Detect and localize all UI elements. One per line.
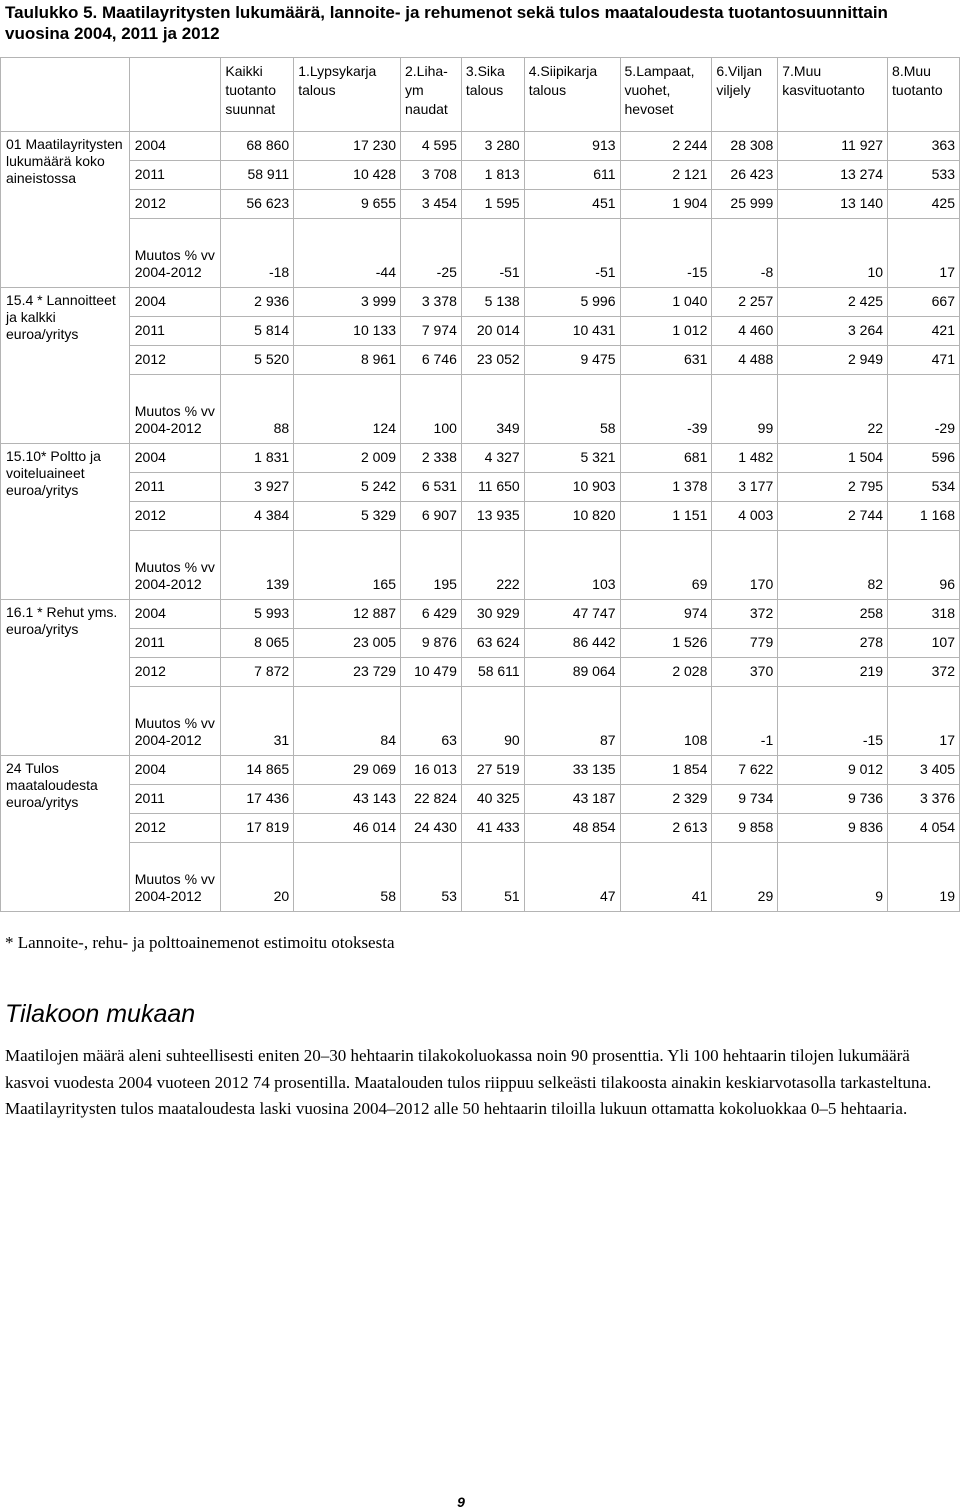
value-cell: 1 904 (620, 190, 712, 219)
value-cell: 4 460 (712, 317, 778, 346)
value-cell: 2 744 (778, 502, 888, 531)
value-cell: 5 138 (461, 288, 524, 317)
column-header: 5.Lampaat, vuohet, hevoset (620, 58, 712, 132)
value-cell: 1 526 (620, 629, 712, 658)
value-cell: 1 813 (461, 161, 524, 190)
value-cell: 363 (888, 132, 960, 161)
value-cell: 779 (712, 629, 778, 658)
value-cell: 611 (524, 161, 620, 190)
table-row (1, 190, 960, 219)
column-header: Kaikki tuotanto suunnat (221, 58, 294, 132)
value-cell: 124 (294, 375, 401, 444)
value-cell: 87 (524, 687, 620, 756)
period-cell: 2004 (129, 756, 221, 785)
period-cell: 2011 (129, 785, 221, 814)
value-cell: 43 143 (294, 785, 401, 814)
value-cell: 63 624 (461, 629, 524, 658)
value-cell: 165 (294, 531, 401, 600)
period-cell: 2004 (129, 132, 221, 161)
value-cell: 318 (888, 600, 960, 629)
value-cell: 27 519 (461, 756, 524, 785)
value-cell: 1 151 (620, 502, 712, 531)
value-cell: 63 (401, 687, 462, 756)
value-cell: 631 (620, 346, 712, 375)
data-table (0, 57, 960, 912)
value-cell: -15 (778, 687, 888, 756)
value-cell: 596 (888, 444, 960, 473)
value-cell: 10 (778, 219, 888, 288)
group-label: 15.10* Poltto ja voiteluaineet euroa/yritys (1, 444, 130, 600)
value-cell: -51 (524, 219, 620, 288)
value-cell: 23 052 (461, 346, 524, 375)
value-cell: 3 280 (461, 132, 524, 161)
value-cell: 1 831 (221, 444, 294, 473)
value-cell: 9 012 (778, 756, 888, 785)
table-row (1, 317, 960, 346)
value-cell: 17 (888, 219, 960, 288)
value-cell: -8 (712, 219, 778, 288)
value-cell: 29 (712, 843, 778, 912)
table-row (1, 502, 960, 531)
value-cell: 58 611 (461, 658, 524, 687)
value-cell: 10 820 (524, 502, 620, 531)
value-cell: 139 (221, 531, 294, 600)
value-cell: 23 729 (294, 658, 401, 687)
period-cell: 2012 (129, 502, 221, 531)
value-cell: 17 436 (221, 785, 294, 814)
page-number: 9 (457, 1494, 465, 1510)
value-cell: 51 (461, 843, 524, 912)
table-row (1, 814, 960, 843)
period-cell: Muutos % vv 2004-2012 (129, 219, 221, 288)
value-cell: 24 430 (401, 814, 462, 843)
value-cell: 4 054 (888, 814, 960, 843)
value-cell: 3 405 (888, 756, 960, 785)
value-cell: 31 (221, 687, 294, 756)
value-cell: 2 936 (221, 288, 294, 317)
body-paragraph: Maatilojen määrä aleni suhteellisesti eniten 20–30 hehtaarin tilakokoluokassa noin 90 prosenttia. Yli 100 hehtaarin tilojen lukumäärä kasvoi vuodesta 2004 vuoteen 2012 74 prosentilla. Maatalouden tulos riippuu selkeästi tilakoosta ainakin keskiarvotasolla tarkasteltuna. Maatilayritysten tulos maataloudesta laski vuosina 2004–2012 alle 50 hehtaarin tiloilla lukuun ottamatta kokoluokkaa 0–5 hehtaaria. (5, 1046, 932, 1118)
value-cell: 6 746 (401, 346, 462, 375)
table-row (1, 288, 960, 317)
value-cell: 5 242 (294, 473, 401, 502)
value-cell: 103 (524, 531, 620, 600)
value-cell: 7 872 (221, 658, 294, 687)
value-cell: 8 961 (294, 346, 401, 375)
value-cell: 349 (461, 375, 524, 444)
period-cell: 2004 (129, 600, 221, 629)
period-cell: Muutos % vv 2004-2012 (129, 531, 221, 600)
column-header: 8.Muu tuotanto (888, 58, 960, 132)
value-cell: 9 736 (778, 785, 888, 814)
value-cell: 20 (221, 843, 294, 912)
value-cell: 6 429 (401, 600, 462, 629)
value-cell: 3 264 (778, 317, 888, 346)
value-cell: 974 (620, 600, 712, 629)
value-cell: 1 595 (461, 190, 524, 219)
value-cell: 1 040 (620, 288, 712, 317)
table-title: Taulukko 5. Maatilayritysten lukumäärä, lannoite- ja rehumenot sekä tulos maataloudesta tuotantosuunnittain vuosina 2004, 2011 ja 2012 (5, 3, 888, 43)
value-cell: 30 929 (461, 600, 524, 629)
period-cell: 2004 (129, 288, 221, 317)
column-header: 1.Lypsykarja talous (294, 58, 401, 132)
value-cell: 219 (778, 658, 888, 687)
value-cell: 5 996 (524, 288, 620, 317)
value-cell: 88 (221, 375, 294, 444)
table-row (1, 629, 960, 658)
value-cell: 913 (524, 132, 620, 161)
footnote: * Lannoite-, rehu- ja polttoainemenot estimoitu otoksesta (5, 933, 395, 952)
value-cell: 3 177 (712, 473, 778, 502)
value-cell: 41 (620, 843, 712, 912)
value-cell: 12 887 (294, 600, 401, 629)
value-cell: 1 854 (620, 756, 712, 785)
value-cell: 25 999 (712, 190, 778, 219)
table-row (1, 843, 960, 912)
value-cell: -1 (712, 687, 778, 756)
value-cell: 2 121 (620, 161, 712, 190)
value-cell: 69 (620, 531, 712, 600)
table-row (1, 600, 960, 629)
value-cell: 667 (888, 288, 960, 317)
value-cell: 14 865 (221, 756, 294, 785)
period-cell: 2004 (129, 444, 221, 473)
value-cell: -29 (888, 375, 960, 444)
period-cell: Muutos % vv 2004-2012 (129, 843, 221, 912)
value-cell: 258 (778, 600, 888, 629)
value-cell: 22 (778, 375, 888, 444)
value-cell: 9 836 (778, 814, 888, 843)
value-cell: 1 168 (888, 502, 960, 531)
value-cell: 533 (888, 161, 960, 190)
value-cell: 53 (401, 843, 462, 912)
table-row (1, 375, 960, 444)
value-cell: 2 949 (778, 346, 888, 375)
value-cell: 3 378 (401, 288, 462, 317)
value-cell: 421 (888, 317, 960, 346)
section-title: Tilakoon mukaan (5, 1000, 196, 1028)
value-cell: 5 814 (221, 317, 294, 346)
value-cell: 16 013 (401, 756, 462, 785)
value-cell: 2 338 (401, 444, 462, 473)
value-cell: 29 069 (294, 756, 401, 785)
value-cell: 10 133 (294, 317, 401, 346)
value-cell: 222 (461, 531, 524, 600)
value-cell: -18 (221, 219, 294, 288)
value-cell: 100 (401, 375, 462, 444)
value-cell: 17 230 (294, 132, 401, 161)
value-cell: -15 (620, 219, 712, 288)
header-period (129, 58, 221, 132)
value-cell: 471 (888, 346, 960, 375)
period-cell: 2012 (129, 346, 221, 375)
value-cell: 370 (712, 658, 778, 687)
value-cell: 2 244 (620, 132, 712, 161)
value-cell: 6 907 (401, 502, 462, 531)
table-row (1, 785, 960, 814)
value-cell: 8 065 (221, 629, 294, 658)
value-cell: 9 876 (401, 629, 462, 658)
value-cell: 58 (524, 375, 620, 444)
value-cell: 3 999 (294, 288, 401, 317)
value-cell: 2 425 (778, 288, 888, 317)
value-cell: 6 531 (401, 473, 462, 502)
period-cell: 2012 (129, 190, 221, 219)
group-label: 24 Tulos maataloudesta euroa/yritys (1, 756, 130, 912)
column-header: 4.Siipikarja talous (524, 58, 620, 132)
value-cell: 7 974 (401, 317, 462, 346)
period-cell: 2012 (129, 814, 221, 843)
period-cell: 2011 (129, 473, 221, 502)
value-cell: 20 014 (461, 317, 524, 346)
value-cell: 2 329 (620, 785, 712, 814)
value-cell: 47 747 (524, 600, 620, 629)
value-cell: 9 (778, 843, 888, 912)
value-cell: 46 014 (294, 814, 401, 843)
value-cell: 2 795 (778, 473, 888, 502)
value-cell: 3 927 (221, 473, 294, 502)
table-row (1, 687, 960, 756)
table-row (1, 444, 960, 473)
group-label: 16.1 * Rehut yms. euroa/yritys (1, 600, 130, 756)
value-cell: 9 734 (712, 785, 778, 814)
value-cell: 108 (620, 687, 712, 756)
value-cell: 5 329 (294, 502, 401, 531)
value-cell: 107 (888, 629, 960, 658)
value-cell: 195 (401, 531, 462, 600)
value-cell: 170 (712, 531, 778, 600)
value-cell: 3 454 (401, 190, 462, 219)
value-cell: 33 135 (524, 756, 620, 785)
value-cell: 28 308 (712, 132, 778, 161)
value-cell: 372 (888, 658, 960, 687)
value-cell: 56 623 (221, 190, 294, 219)
period-cell: 2012 (129, 658, 221, 687)
table-row (1, 658, 960, 687)
value-cell: 681 (620, 444, 712, 473)
value-cell: 96 (888, 531, 960, 600)
period-cell: 2011 (129, 161, 221, 190)
value-cell: 534 (888, 473, 960, 502)
value-cell: 89 064 (524, 658, 620, 687)
value-cell: 10 428 (294, 161, 401, 190)
table-row (1, 132, 960, 161)
table-row (1, 219, 960, 288)
value-cell: 58 (294, 843, 401, 912)
group-label: 01 Maatilayritysten lukumäärä koko aineistossa (1, 132, 130, 288)
value-cell: 10 479 (401, 658, 462, 687)
value-cell: 19 (888, 843, 960, 912)
value-cell: 372 (712, 600, 778, 629)
value-cell: 7 622 (712, 756, 778, 785)
value-cell: 58 911 (221, 161, 294, 190)
value-cell: 425 (888, 190, 960, 219)
value-cell: 4 384 (221, 502, 294, 531)
value-cell: -44 (294, 219, 401, 288)
value-cell: 47 (524, 843, 620, 912)
value-cell: -39 (620, 375, 712, 444)
value-cell: 41 433 (461, 814, 524, 843)
value-cell: 40 325 (461, 785, 524, 814)
column-header: 3.Sika talous (461, 58, 524, 132)
value-cell: 5 520 (221, 346, 294, 375)
value-cell: 11 927 (778, 132, 888, 161)
group-label: 15.4 * Lannoitteet ja kalkki euroa/yritys (1, 288, 130, 444)
value-cell: 22 824 (401, 785, 462, 814)
value-cell: 1 378 (620, 473, 712, 502)
value-cell: 4 488 (712, 346, 778, 375)
column-header: 2.Liha-ym naudat (401, 58, 462, 132)
value-cell: 10 431 (524, 317, 620, 346)
value-cell: 99 (712, 375, 778, 444)
period-cell: Muutos % vv 2004-2012 (129, 687, 221, 756)
period-cell: Muutos % vv 2004-2012 (129, 375, 221, 444)
value-cell: 13 140 (778, 190, 888, 219)
value-cell: 10 903 (524, 473, 620, 502)
value-cell: 2 257 (712, 288, 778, 317)
value-cell: 4 003 (712, 502, 778, 531)
value-cell: 82 (778, 531, 888, 600)
value-cell: 5 993 (221, 600, 294, 629)
value-cell: 2 613 (620, 814, 712, 843)
table-row (1, 531, 960, 600)
value-cell: 13 935 (461, 502, 524, 531)
value-cell: -51 (461, 219, 524, 288)
value-cell: 86 442 (524, 629, 620, 658)
column-header: 6.Viljan viljely (712, 58, 778, 132)
value-cell: 17 819 (221, 814, 294, 843)
value-cell: 17 (888, 687, 960, 756)
value-cell: 1 012 (620, 317, 712, 346)
table-row (1, 756, 960, 785)
value-cell: 23 005 (294, 629, 401, 658)
value-cell: 278 (778, 629, 888, 658)
value-cell: 48 854 (524, 814, 620, 843)
period-cell: 2011 (129, 629, 221, 658)
value-cell: 5 321 (524, 444, 620, 473)
value-cell: 1 504 (778, 444, 888, 473)
value-cell: 1 482 (712, 444, 778, 473)
value-cell: 9 475 (524, 346, 620, 375)
value-cell: 2 028 (620, 658, 712, 687)
value-cell: 4 327 (461, 444, 524, 473)
value-cell: 84 (294, 687, 401, 756)
value-cell: 26 423 (712, 161, 778, 190)
value-cell: 43 187 (524, 785, 620, 814)
table-row (1, 161, 960, 190)
period-cell: 2011 (129, 317, 221, 346)
value-cell: 2 009 (294, 444, 401, 473)
header-corner (1, 58, 130, 132)
header-row (1, 58, 960, 132)
value-cell: 3 708 (401, 161, 462, 190)
table-row (1, 346, 960, 375)
value-cell: -25 (401, 219, 462, 288)
value-cell: 9 858 (712, 814, 778, 843)
column-header: 7.Muu kasvituotanto (778, 58, 888, 132)
value-cell: 3 376 (888, 785, 960, 814)
value-cell: 451 (524, 190, 620, 219)
value-cell: 90 (461, 687, 524, 756)
table-row (1, 473, 960, 502)
value-cell: 9 655 (294, 190, 401, 219)
value-cell: 11 650 (461, 473, 524, 502)
value-cell: 4 595 (401, 132, 462, 161)
value-cell: 68 860 (221, 132, 294, 161)
value-cell: 13 274 (778, 161, 888, 190)
